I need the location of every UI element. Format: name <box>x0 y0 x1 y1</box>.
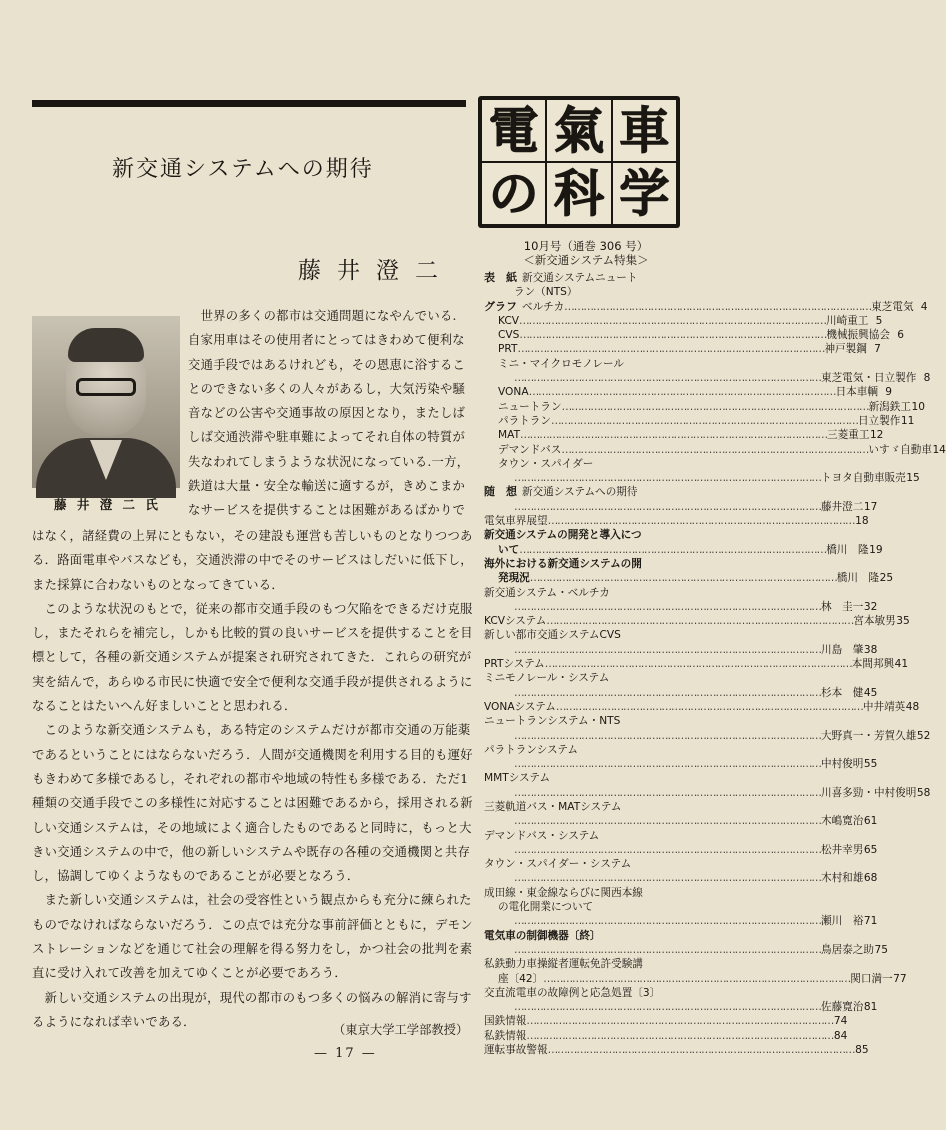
toc-author: 東芝電気 <box>871 300 914 313</box>
toc-title: 交直流電車の故障例と応急処置〔3〕 <box>484 986 661 999</box>
toc-entry <box>484 328 904 342</box>
body-text-line: 直に受け入れて改善を加えてゆくことが必要であろう． <box>32 966 347 981</box>
body-text-line: 音などの公害や交通事故の原因となり，またしば <box>188 406 466 421</box>
toc-author: 藤井澄二 <box>821 500 864 513</box>
body-text-line: る．路面電車やバスなども，交通渋滞の中でそのサービスはしだいに低下し， <box>32 553 473 568</box>
toc-leader-dots <box>519 543 826 557</box>
toc-entry <box>484 428 884 442</box>
toc-leader-dots <box>564 300 871 314</box>
toc-leader-dots <box>561 443 868 457</box>
toc-entry <box>484 671 684 685</box>
toc-leader-dots <box>514 871 821 885</box>
toc-leader-dots <box>514 471 821 485</box>
toc-page-number: 11 <box>900 414 915 427</box>
toc-title: 私鉄動力車操縦者運転免許受験講 <box>484 958 643 971</box>
toc-entry <box>484 371 931 385</box>
toc-page-number: 17 <box>863 500 878 513</box>
toc-entry <box>484 914 878 928</box>
toc-author: 林 圭一 <box>821 600 864 613</box>
toc-entry <box>484 957 684 971</box>
toc-author: 中井靖英 <box>862 700 906 713</box>
toc-entry <box>484 643 878 657</box>
body-text-line: 実を結んで，あらゆる市民に快適で安全で便利な交通手段が提供されるように <box>32 674 473 689</box>
toc-title: VONA <box>498 386 529 399</box>
toc-page-number: 71 <box>863 915 878 928</box>
toc-page-number: 10 <box>911 400 925 413</box>
masthead-char: の <box>482 163 545 224</box>
toc-page-number: 9 <box>885 386 892 399</box>
toc-entry <box>484 557 684 571</box>
toc-entry <box>484 514 869 528</box>
toc-title: 三菱軌道バス・MATシステム <box>484 800 622 813</box>
toc-title: 新しい都市交通システムCVS <box>484 629 621 642</box>
body-text-line: し，協調してゆくようなものであることが必要となろう． <box>32 869 360 884</box>
toc-leader-dots <box>543 972 850 986</box>
toc-entry <box>484 357 684 371</box>
toc-page-number: 77 <box>893 972 907 985</box>
toc-entry <box>484 1029 848 1043</box>
toc-page-number: 68 <box>863 872 878 885</box>
article-author: 藤井澄二 <box>298 258 454 284</box>
toc-leader-dots <box>514 914 821 928</box>
toc-author: 佐藤寛治 <box>821 1001 864 1014</box>
body-text-line: しば交通渋滞や駐車難によってそれ自体の特質が <box>188 430 466 445</box>
toc-page-number: 55 <box>863 758 878 771</box>
toc-entry <box>484 443 946 457</box>
toc-entry <box>484 285 684 299</box>
toc-leader-dots <box>548 1043 855 1057</box>
body-text-line: このような状況のもとで，従来の都市交通手段のもつ欠陥をできるだけ克服 <box>32 601 473 616</box>
toc-author: 橋川 隆 <box>826 543 869 556</box>
toc-entry <box>484 299 928 314</box>
body-text-line: このような新交通システムも，ある特定のシステムだけが都市交通の万能薬 <box>32 723 471 738</box>
toc-page-number: 38 <box>863 643 878 656</box>
toc-page-number: 6 <box>897 329 904 342</box>
toc-entry <box>484 314 883 328</box>
toc-title: MAT <box>498 429 521 442</box>
body-text-line: であるということにはならないだろう．人間が交通機関を利用する目的も運好 <box>32 747 473 762</box>
body-text-line: 世界の多くの都市は交通問題になやんでいる. <box>188 309 457 323</box>
toc-leader-dots <box>514 371 821 385</box>
toc-author: 松井幸男 <box>821 843 864 856</box>
toc-title: ニュートラン <box>498 400 562 413</box>
toc-entry <box>484 271 684 285</box>
toc-entry <box>484 814 878 828</box>
body-text-line: もきわめて多様であるし，それぞれの都市や地域の特性も多様である．ただ1 <box>32 771 469 786</box>
toc-page-number: 8 <box>923 372 931 385</box>
toc-leader-dots <box>514 943 821 957</box>
photo-caption: 藤 井 澄 二 氏 <box>54 497 161 512</box>
toc-page-number: 4 <box>920 300 928 313</box>
toc-author: 神戸製鋼 <box>824 343 867 356</box>
toc-entry <box>484 586 684 600</box>
toc-title: 私鉄情報 <box>484 1029 527 1042</box>
toc-title: パラトラン <box>498 414 551 427</box>
toc-entry <box>484 743 684 757</box>
body-text-line: 交通手段ではあるけれども，その恩恵に浴するこ <box>188 357 466 372</box>
toc-category: 表 紙 <box>484 271 517 284</box>
toc-leader-dots <box>514 600 821 614</box>
toc-page-number: 84 <box>833 1029 848 1042</box>
toc-title: ミニ・マイクロモノレール <box>498 357 624 370</box>
toc-title: PRT <box>498 343 518 356</box>
toc-title: KCV <box>498 314 520 327</box>
toc-entry <box>484 757 878 771</box>
toc-entry <box>484 929 684 943</box>
toc-title: 新交通システムの開発と導入につ <box>484 529 642 542</box>
toc-title: MMTシステム <box>484 772 551 785</box>
toc-title: ニュートランシステム・NTS <box>484 715 621 728</box>
toc-title: 座〔42〕 <box>498 972 544 985</box>
toc-author: 木嶋寛治 <box>821 815 864 828</box>
toc-page-number: 25 <box>879 572 894 585</box>
toc-author: 鳥居泰之助 <box>821 943 874 956</box>
table-of-contents <box>484 271 946 1057</box>
body-text-line: きい交通システムの中で，他の新しいシステムや既存の各種の交通機関と共存 <box>32 844 471 859</box>
author-photo <box>32 316 180 488</box>
toc-author: 大野真一・芳賀久雄 <box>821 729 917 742</box>
body-text-line: しい交通システムは，その地域によく適合したものであると同時に，もっと大 <box>32 820 472 835</box>
toc-entry <box>484 943 888 957</box>
toc-entry <box>484 1014 848 1028</box>
body-text-line: 失なわれてしまうような状況になっている.一方， <box>188 454 470 469</box>
toc-page-number: 19 <box>869 543 883 556</box>
toc-entry <box>484 571 894 585</box>
toc-page-number: 5 <box>875 314 883 327</box>
toc-title: VONAシステム <box>484 700 556 713</box>
toc-page-number: 18 <box>855 515 869 528</box>
toc-entry <box>484 1043 869 1057</box>
toc-entry <box>484 628 684 642</box>
toc-leader-dots <box>556 700 863 714</box>
toc-entry <box>484 729 931 743</box>
toc-author: 橋川 隆 <box>836 572 880 585</box>
toc-author: 瀬川 裕 <box>821 915 864 928</box>
toc-author: 関口満一 <box>850 972 893 985</box>
toc-page-number: 85 <box>855 1044 869 1057</box>
toc-author: 本間邦興 <box>851 658 895 671</box>
toc-leader-dots <box>519 314 826 328</box>
toc-entry <box>484 400 925 414</box>
toc-leader-dots <box>530 571 837 585</box>
toc-title: パラトランシステム <box>484 743 579 756</box>
toc-page-number: 15 <box>906 472 920 485</box>
toc-title: 新交通システム・ベルチカ <box>484 586 610 599</box>
toc-title: 運転事故警報 <box>484 1044 548 1057</box>
toc-entry <box>484 771 684 785</box>
toc-author: 日立製作 <box>857 414 901 427</box>
toc-author: 木村和雄 <box>821 872 864 885</box>
toc-entry <box>484 829 684 843</box>
body-text-line: なサービスを提供することは困難があるばかりで <box>188 503 466 518</box>
body-text-line: はなく，諸経費の上昇にともない，その建設も運営も苦しいものとなりつつあ <box>32 529 473 543</box>
toc-author: 新潟鉄工 <box>868 400 911 413</box>
toc-leader-dots <box>514 757 821 771</box>
toc-entry <box>484 800 684 814</box>
magazine-masthead <box>478 96 680 228</box>
toc-entry <box>484 686 878 700</box>
toc-title: の電化開業について <box>498 901 594 914</box>
toc-author: 三菱重工 <box>827 429 870 442</box>
toc-page-number: 52 <box>916 729 931 742</box>
body-text-line: し，またそれらを補完し，しかも比較的質の良いサービスを提供することを目 <box>32 626 473 641</box>
toc-page-number: 45 <box>863 686 878 699</box>
toc-leader-dots <box>529 385 836 399</box>
article-body-top <box>188 304 470 523</box>
toc-page-number: 14 <box>932 443 946 456</box>
toc-entry <box>484 414 915 428</box>
masthead-char: 氣 <box>547 100 610 161</box>
toc-entry <box>484 600 878 614</box>
masthead-char: 科 <box>547 163 610 224</box>
toc-entry <box>484 700 920 714</box>
body-text-line: とのできない多くの人々があるし，大気汚染や騒 <box>188 381 466 396</box>
toc-entry <box>484 786 931 800</box>
toc-title: 新交通システムニュート <box>522 272 638 284</box>
toc-leader-dots <box>514 643 821 657</box>
toc-author: トヨタ自動車販売 <box>821 472 906 485</box>
toc-entry <box>484 342 881 356</box>
toc-page-number: 12 <box>869 429 884 442</box>
toc-author: 日本車輌 <box>835 386 878 399</box>
toc-title: デマンドバス・システム <box>484 829 600 842</box>
toc-entry <box>484 857 684 871</box>
issue-theme: ＜新交通システム特集＞ <box>523 253 649 267</box>
toc-author: 川崎重工 <box>826 314 869 327</box>
toc-leader-dots <box>526 1029 833 1043</box>
toc-title: デマンドバス <box>498 443 562 456</box>
toc-leader-dots <box>514 786 821 800</box>
toc-entry <box>484 657 909 671</box>
body-text-line: また採算に合わないものとなってきている． <box>32 577 284 592</box>
toc-page-number: 35 <box>896 615 910 628</box>
toc-entry <box>484 485 684 499</box>
toc-leader-dots <box>546 614 853 628</box>
body-text-line: 標として，各種の新交通システムが提案され研究されてきた．これらの研究が <box>32 650 472 665</box>
masthead-char: 学 <box>613 163 676 224</box>
toc-page-number: 61 <box>863 815 878 828</box>
body-text-line: ものでなければならないだろう．この点では充分な事前評価とともに，デモン <box>32 917 473 932</box>
toc-page-number: 48 <box>905 700 920 713</box>
issue-info <box>486 239 686 267</box>
toc-title: PRTシステム <box>484 658 545 671</box>
toc-author: 川島 肇 <box>821 643 864 656</box>
article-title: 新交通システムへの期待 <box>112 157 374 182</box>
toc-title: 新交通システムへの期待 <box>522 486 638 499</box>
toc-page-number: 7 <box>874 343 881 356</box>
toc-title: ラン（NTS） <box>514 286 578 299</box>
toc-title: 成田線・東金線ならびに関西本線 <box>484 886 643 899</box>
toc-title: いて <box>498 543 520 556</box>
toc-title: KCVシステム <box>484 615 547 628</box>
issue-number: 10月号（通巻 306 号） <box>523 239 649 253</box>
toc-entry <box>484 871 878 885</box>
toc-entry <box>484 457 684 471</box>
masthead-char: 電 <box>482 100 545 161</box>
toc-leader-dots <box>545 657 852 671</box>
header-rule <box>32 100 466 107</box>
toc-category: グラフ <box>484 299 517 313</box>
toc-page-number: 81 <box>863 1001 878 1014</box>
toc-leader-dots <box>514 1000 821 1014</box>
toc-entry <box>484 471 920 485</box>
toc-entry <box>484 528 684 542</box>
toc-leader-dots <box>562 400 869 414</box>
toc-page-number: 58 <box>916 786 931 799</box>
toc-leader-dots <box>551 414 858 428</box>
toc-entry <box>484 886 684 900</box>
masthead-char: 車 <box>613 100 676 161</box>
author-affiliation: （東京大学工学部教授） <box>333 1023 469 1037</box>
toc-leader-dots <box>514 686 821 700</box>
toc-title: 国鉄情報 <box>484 1015 527 1028</box>
toc-page-number: 32 <box>863 600 878 613</box>
toc-leader-dots <box>514 814 821 828</box>
toc-entry <box>484 385 892 399</box>
article-body <box>32 524 473 1034</box>
toc-title: 電気車の制御機器〔終〕 <box>484 929 601 942</box>
toc-title: 海外における新交通システムの開 <box>484 557 642 570</box>
body-text-line: また新しい交通システムは，社会の受容性という観点からも充分に練られた <box>32 893 472 908</box>
body-text-line: なることはたいへん好ましいことと思われる． <box>32 699 297 714</box>
toc-category: 随 想 <box>484 485 517 499</box>
body-text-line: 新しい交通システムの出現が，現代の都市のもつ多くの悩みの解消に寄与す <box>32 990 472 1005</box>
toc-entry <box>484 543 883 557</box>
toc-leader-dots <box>514 843 821 857</box>
toc-entry <box>484 1000 878 1014</box>
body-text-line: 鉄道は大量・安全な輸送に適するが，きめこまか <box>188 479 466 494</box>
toc-leader-dots <box>517 342 824 356</box>
page-number: — 17 — <box>314 1046 377 1061</box>
body-text-line: 種類の交通手段でこの多様性に対応することは困難であるから，採用される新 <box>32 796 473 811</box>
toc-entry <box>484 843 878 857</box>
toc-page-number: 41 <box>894 658 909 671</box>
body-text-line: るようになれば幸いである． <box>32 1014 196 1029</box>
toc-title: ミニモノレール・システム <box>484 672 610 685</box>
toc-author: 中村俊明 <box>821 758 864 771</box>
toc-page-number: 65 <box>863 843 878 856</box>
toc-title: タウン・スパイダー <box>498 457 594 470</box>
toc-author: 東芝電気・日立製作 <box>821 372 917 385</box>
toc-entry <box>484 500 878 514</box>
toc-author: 杉本 健 <box>821 686 864 699</box>
toc-title: タウン・スパイダー・システム <box>484 858 632 871</box>
toc-leader-dots <box>526 1014 833 1028</box>
toc-author: 機械振興協会 <box>826 329 890 342</box>
toc-title: 電気車界展望 <box>484 515 548 528</box>
toc-title: CVS <box>498 329 520 342</box>
toc-leader-dots <box>514 500 821 514</box>
toc-author: 川喜多勁・中村俊明 <box>821 786 917 799</box>
toc-author: いすゞ自動車 <box>868 443 932 456</box>
toc-title: ベルチカ <box>522 300 565 313</box>
body-text-line: ストレーションなどを通じて社会の理解を得る努力をし，かつ社会の批判を素 <box>32 942 473 957</box>
toc-page-number: 74 <box>833 1015 848 1028</box>
toc-leader-dots <box>520 428 827 442</box>
toc-author: 宮本敏男 <box>853 615 896 628</box>
toc-entry <box>484 614 910 628</box>
toc-entry <box>484 714 684 728</box>
toc-entry <box>484 986 684 1000</box>
toc-leader-dots <box>514 729 821 743</box>
toc-leader-dots <box>519 328 826 342</box>
toc-title: 発現況 <box>498 572 530 585</box>
toc-entry <box>484 972 907 986</box>
toc-entry <box>484 900 684 914</box>
toc-page-number: 75 <box>874 943 888 956</box>
body-text-line: 自家用車はその使用者にとってはきわめて便利な <box>188 333 465 348</box>
toc-leader-dots <box>548 514 855 528</box>
